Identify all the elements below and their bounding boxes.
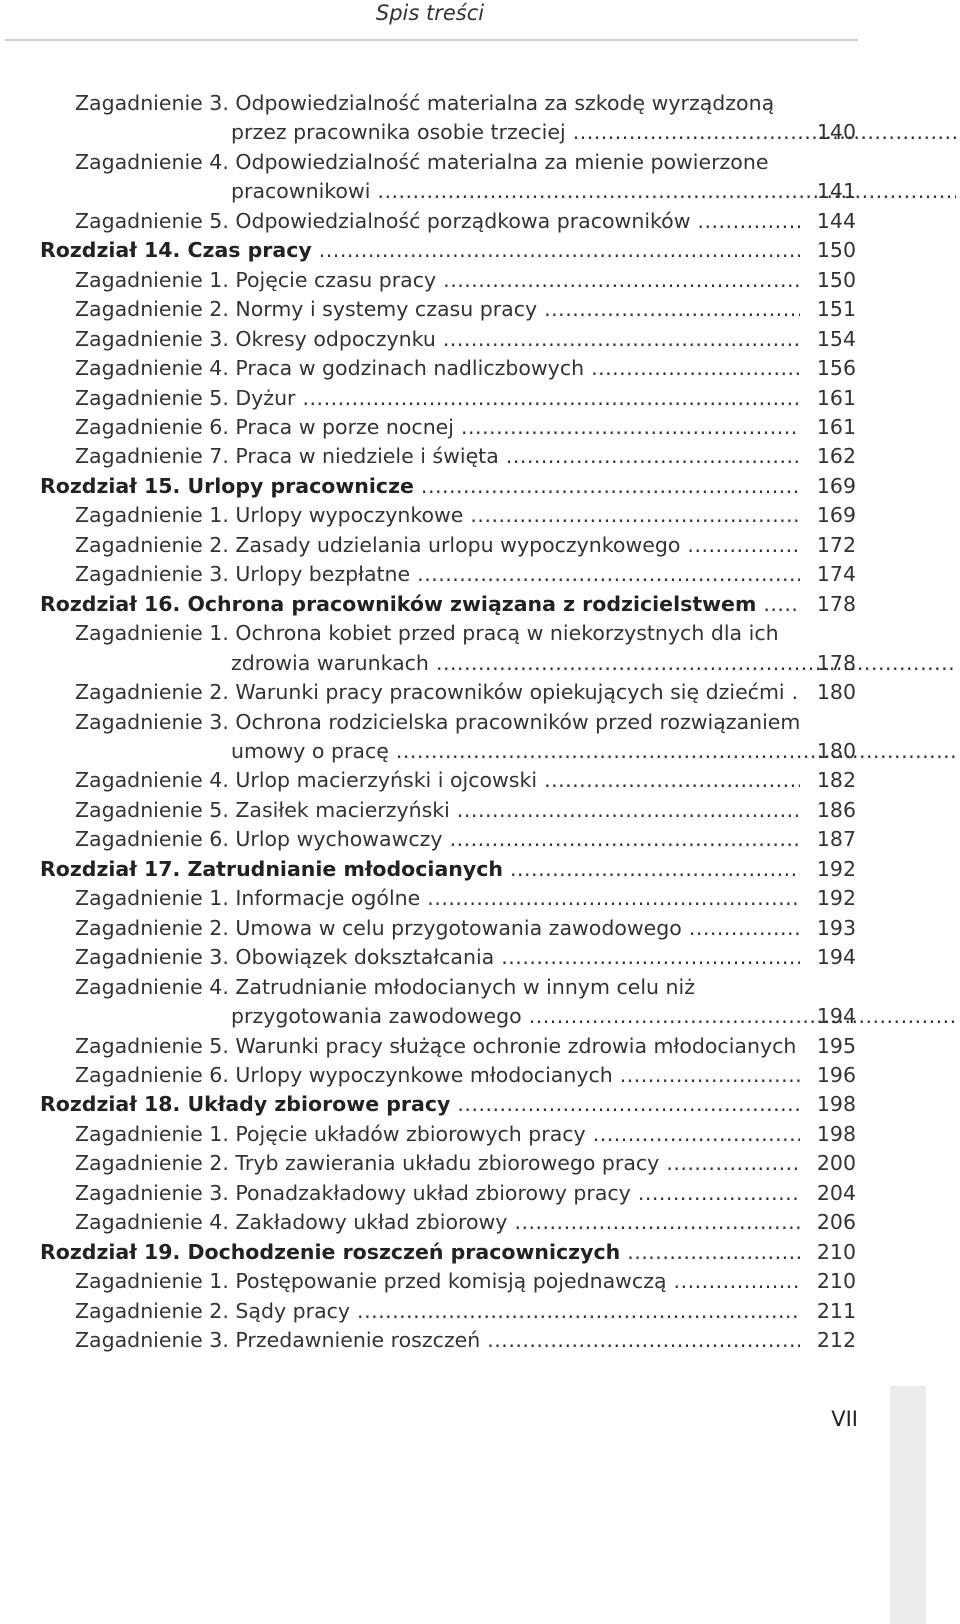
dot-leader: [40, 472, 800, 501]
toc-entry-line: [75, 384, 960, 413]
toc-section-entry: [0, 1208, 960, 1237]
header-rule: [5, 39, 858, 41]
dot-leader: [75, 501, 800, 530]
dot-leader: [75, 413, 800, 442]
toc-page-number: 187: [816, 827, 856, 852]
toc-entry-line: [75, 766, 960, 795]
toc-page-number: 196: [816, 1062, 856, 1087]
toc-entry-line: [75, 295, 960, 324]
dot-leader: [75, 1061, 800, 1090]
dot-leader: [75, 914, 800, 943]
toc-page-number: 154: [816, 326, 856, 351]
toc-entry-line: [75, 207, 960, 236]
toc-page-number: 211: [816, 1298, 856, 1323]
toc-page-number: 169: [816, 473, 856, 498]
toc-page-number: 206: [816, 1210, 856, 1235]
dot-leader: [75, 1149, 800, 1178]
toc-entry-title: Rozdział 14. Czas pracy: [40, 238, 312, 263]
toc-page-number: 186: [816, 797, 856, 822]
toc-page-number: 178: [816, 591, 856, 616]
toc-entry-title: Zagadnienie 3. Ponadzakładowy układ zbiorowy pracy: [75, 1180, 631, 1205]
toc-entry-line: [75, 943, 960, 972]
toc-entry-title: Zagadnienie 2. Warunki pracy pracowników opiekujących się dziećmi: [75, 680, 785, 705]
toc-entry-title: Zagadnienie 4. Zatrudnianie młodocianych w innym celu niż: [75, 974, 695, 999]
toc-page-number: 150: [816, 238, 856, 263]
toc-section-entry: [0, 266, 960, 295]
toc-section-entry: [0, 384, 960, 413]
toc-section-entry: [0, 678, 960, 707]
toc-page-number: 194: [816, 1004, 856, 1029]
toc-entry-line: [40, 590, 960, 619]
toc-page-number: 210: [816, 1239, 856, 1264]
toc-entry-line: [40, 236, 960, 265]
toc-section-entry: [0, 354, 960, 383]
toc-page-number: 144: [816, 208, 856, 233]
toc-entry-title: Rozdział 19. Dochodzenie roszczeń pracowniczych: [40, 1239, 621, 1264]
toc-section-entry: [0, 1120, 960, 1149]
toc-section-entry: [0, 1149, 960, 1178]
toc-page-number: 192: [816, 886, 856, 911]
toc-page-number: 180: [816, 738, 856, 763]
toc-entry-line: [75, 619, 960, 648]
toc-page-number: 141: [816, 179, 856, 204]
dot-leader: [40, 590, 800, 619]
toc-section-entry: [0, 207, 960, 236]
toc-entry-line: [75, 501, 960, 530]
toc-page-number: 161: [816, 414, 856, 439]
toc-section-entry: [0, 89, 960, 148]
toc-page-number: 150: [816, 267, 856, 292]
dot-leader: [75, 531, 800, 560]
toc-entry-line: [75, 737, 960, 766]
toc-entry-title: Zagadnienie 5. Odpowiedzialność porządkowa pracowników: [75, 208, 691, 233]
toc-section-entry: [0, 1297, 960, 1326]
toc-entry-line: [75, 118, 960, 147]
dot-leader: [75, 442, 800, 471]
toc-section-entry: [0, 1326, 960, 1355]
toc-entry-title: Zagadnienie 1. Ochrona kobiet przed pracą w niekorzystnych dla ich: [75, 621, 779, 646]
table-of-contents: [0, 89, 960, 1355]
toc-section-entry: [0, 766, 960, 795]
toc-entry-title: Zagadnienie 7. Praca w niedziele i święta: [75, 444, 499, 469]
toc-entry-line: [40, 1090, 960, 1119]
toc-section-entry: [0, 914, 960, 943]
toc-page-number: 194: [816, 945, 856, 970]
dot-leader: [75, 766, 800, 795]
toc-entry-title: Zagadnienie 3. Ochrona rodzicielska pracowników przed rozwiązaniem: [75, 709, 801, 734]
toc-entry-title: Zagadnienie 5. Dyżur: [75, 385, 296, 410]
toc-entry-title: Zagadnienie 2. Sądy pracy: [75, 1298, 351, 1323]
page-edge-tab: [890, 1386, 926, 1624]
toc-chapter-entry: [0, 472, 960, 501]
toc-entry-line: [75, 531, 960, 560]
toc-section-entry: [0, 1032, 960, 1061]
dot-leader: [75, 295, 800, 324]
toc-entry-line: [75, 89, 960, 118]
toc-entry-line: [75, 1120, 960, 1149]
toc-entry-line: [75, 973, 960, 1002]
toc-entry-title: przez pracownika osobie trzeciej: [231, 120, 566, 145]
toc-section-entry: [0, 442, 960, 471]
toc-section-entry: [0, 943, 960, 972]
toc-section-entry: [0, 295, 960, 324]
toc-section-entry: [0, 413, 960, 442]
toc-entry-line: [75, 413, 960, 442]
toc-entry-title: zdrowia warunkach: [231, 650, 429, 675]
dot-leader: [40, 855, 800, 884]
toc-page-number: 198: [816, 1092, 856, 1117]
toc-entry-line: [75, 708, 960, 737]
toc-entry-title: przygotowania zawodowego: [231, 1004, 522, 1029]
toc-page-number: 162: [816, 444, 856, 469]
toc-entry-line: [75, 825, 960, 854]
toc-entry-title: pracownikowi: [231, 179, 371, 204]
toc-section-entry: [0, 796, 960, 825]
page-number: VII: [831, 1407, 858, 1431]
toc-entry-line: [75, 1208, 960, 1237]
dot-leader: [75, 560, 800, 589]
toc-entry-line: [75, 884, 960, 913]
toc-entry-line: [75, 1267, 960, 1296]
toc-page-number: 178: [816, 650, 856, 675]
running-head: Spis treści: [375, 1, 485, 25]
toc-entry-title: Zagadnienie 6. Urlopy wypoczynkowe młodocianych: [75, 1062, 613, 1087]
toc-entry-title: Zagadnienie 3. Urlopy bezpłatne: [75, 562, 411, 587]
dot-leader: [75, 884, 800, 913]
toc-chapter-entry: [0, 1238, 960, 1267]
toc-section-entry: [0, 1179, 960, 1208]
toc-page-number: 193: [816, 915, 856, 940]
dot-leader: [40, 1090, 800, 1119]
toc-entry-title: Zagadnienie 2. Tryb zawierania układu zbiorowego pracy: [75, 1151, 660, 1176]
toc-entry-title: Zagadnienie 5. Warunki pracy służące ochronie zdrowia młodocianych: [75, 1033, 797, 1058]
toc-entry-title: Rozdział 15. Urlopy pracownicze: [40, 473, 414, 498]
toc-chapter-entry: [0, 1090, 960, 1119]
toc-entry-title: Rozdział 17. Zatrudnianie młodocianych: [40, 856, 503, 881]
toc-entry-title: Zagadnienie 3. Obowiązek dokształcania: [75, 945, 495, 970]
toc-page-number: 180: [816, 680, 856, 705]
toc-entry-line: [75, 1061, 960, 1090]
dot-leader: [40, 1238, 800, 1267]
toc-page-number: 192: [816, 856, 856, 881]
toc-entry-line: [75, 1179, 960, 1208]
toc-page-number: 172: [816, 532, 856, 557]
toc-page-number: 169: [816, 503, 856, 528]
dot-leader: [75, 1297, 800, 1326]
toc-chapter-entry: [0, 855, 960, 884]
dot-leader: [75, 825, 800, 854]
toc-entry-line: [75, 1297, 960, 1326]
toc-entry-title: Zagadnienie 3. Przedawnienie roszczeń: [75, 1328, 481, 1353]
toc-page-number: 195: [816, 1033, 856, 1058]
toc-section-entry: [0, 825, 960, 854]
toc-entry-title: Zagadnienie 2. Normy i systemy czasu pracy: [75, 297, 538, 322]
toc-entry-line: [75, 442, 960, 471]
dot-leader: [75, 384, 800, 413]
toc-entry-line: [40, 1238, 960, 1267]
toc-entry-title: umowy o pracę: [231, 738, 389, 763]
toc-page-number: 174: [816, 562, 856, 587]
toc-section-entry: [0, 560, 960, 589]
toc-page-number: 182: [816, 768, 856, 793]
toc-entry-line: [75, 354, 960, 383]
toc-entry-title: Zagadnienie 1. Pojęcie czasu pracy: [75, 267, 437, 292]
dot-leader: [75, 796, 800, 825]
dot-leader: [75, 1208, 800, 1237]
toc-entry-line: [75, 148, 960, 177]
dot-leader: [75, 266, 800, 295]
toc-entry-line: [75, 1002, 960, 1031]
toc-entry-line: [75, 914, 960, 943]
toc-chapter-entry: [0, 236, 960, 265]
toc-page-number: 161: [816, 385, 856, 410]
toc-entry-line: [75, 1032, 960, 1061]
toc-entry-title: Zagadnienie 5. Zasiłek macierzyński: [75, 797, 450, 822]
dot-leader: [75, 1267, 800, 1296]
toc-entry-line: [75, 266, 960, 295]
toc-section-entry: [0, 884, 960, 913]
toc-entry-line: [75, 1149, 960, 1178]
dot-leader: [75, 207, 800, 236]
toc-entry-title: Zagadnienie 1. Postępowanie przed komisją pojednawczą: [75, 1269, 667, 1294]
toc-entry-line: [40, 855, 960, 884]
dot-leader: [75, 1120, 800, 1149]
toc-entry-title: Zagadnienie 2. Umowa w celu przygotowania zawodowego: [75, 915, 682, 940]
dot-leader: [75, 1326, 800, 1355]
toc-entry-title: Zagadnienie 6. Praca w porze nocnej: [75, 414, 454, 439]
dot-leader: [75, 943, 800, 972]
toc-section-entry: [0, 325, 960, 354]
toc-section-entry: [0, 619, 960, 678]
toc-entry-title: Zagadnienie 1. Informacje ogólne: [75, 886, 421, 911]
toc-entry-title: Zagadnienie 4. Urlop macierzyński i ojcowski: [75, 768, 538, 793]
toc-entry-title: Zagadnienie 4. Odpowiedzialność materialna za mienie powierzone: [75, 149, 769, 174]
toc-entry-title: Rozdział 18. Układy zbiorowe pracy: [40, 1092, 451, 1117]
dot-leader: [40, 236, 800, 265]
toc-entry-title: Zagadnienie 1. Pojęcie układów zbiorowych pracy: [75, 1121, 586, 1146]
toc-page-number: 204: [816, 1180, 856, 1205]
toc-entry-line: [75, 560, 960, 589]
toc-section-entry: [0, 148, 960, 207]
toc-entry-title: Zagadnienie 3. Odpowiedzialność materialna za szkodę wyrządzoną: [75, 91, 775, 115]
toc-entry-title: Zagadnienie 4. Praca w godzinach nadliczbowych: [75, 356, 585, 381]
toc-section-entry: [0, 501, 960, 530]
dot-leader: [75, 1032, 800, 1061]
dot-leader: [75, 1179, 800, 1208]
toc-entry-title: Rozdział 16. Ochrona pracowników związana z rodzicielstwem: [40, 591, 757, 616]
toc-entry-line: [75, 177, 960, 206]
toc-page-number: 156: [816, 356, 856, 381]
toc-section-entry: [0, 973, 960, 1032]
toc-entry-line: [75, 1326, 960, 1355]
toc-chapter-entry: [0, 590, 960, 619]
toc-page-number: 198: [816, 1121, 856, 1146]
toc-section-entry: [0, 1061, 960, 1090]
toc-entry-title: Zagadnienie 2. Zasady udzielania urlopu wypoczynkowego: [75, 532, 681, 557]
toc-entry-line: [75, 796, 960, 825]
toc-section-entry: [0, 1267, 960, 1296]
toc-page-number: 151: [816, 297, 856, 322]
toc-entry-line: [75, 649, 960, 678]
dot-leader: [75, 354, 800, 383]
toc-entry-title: Zagadnienie 6. Urlop wychowawczy: [75, 827, 443, 852]
toc-entry-line: [75, 325, 960, 354]
toc-section-entry: [0, 531, 960, 560]
toc-page-number: 210: [816, 1269, 856, 1294]
toc-entry-line: [75, 678, 960, 707]
dot-leader: [75, 325, 800, 354]
toc-page-number: 140: [816, 120, 856, 145]
dot-leader: [75, 678, 800, 707]
toc-page-number: 200: [816, 1151, 856, 1176]
toc-entry-title: Zagadnienie 1. Urlopy wypoczynkowe: [75, 503, 464, 528]
toc-entry-line: [40, 472, 960, 501]
toc-entry-title: Zagadnienie 3. Okresy odpoczynku: [75, 326, 436, 351]
toc-page-number: 212: [816, 1328, 856, 1353]
toc-section-entry: [0, 708, 960, 767]
toc-entry-title: Zagadnienie 4. Zakładowy układ zbiorowy: [75, 1210, 508, 1235]
